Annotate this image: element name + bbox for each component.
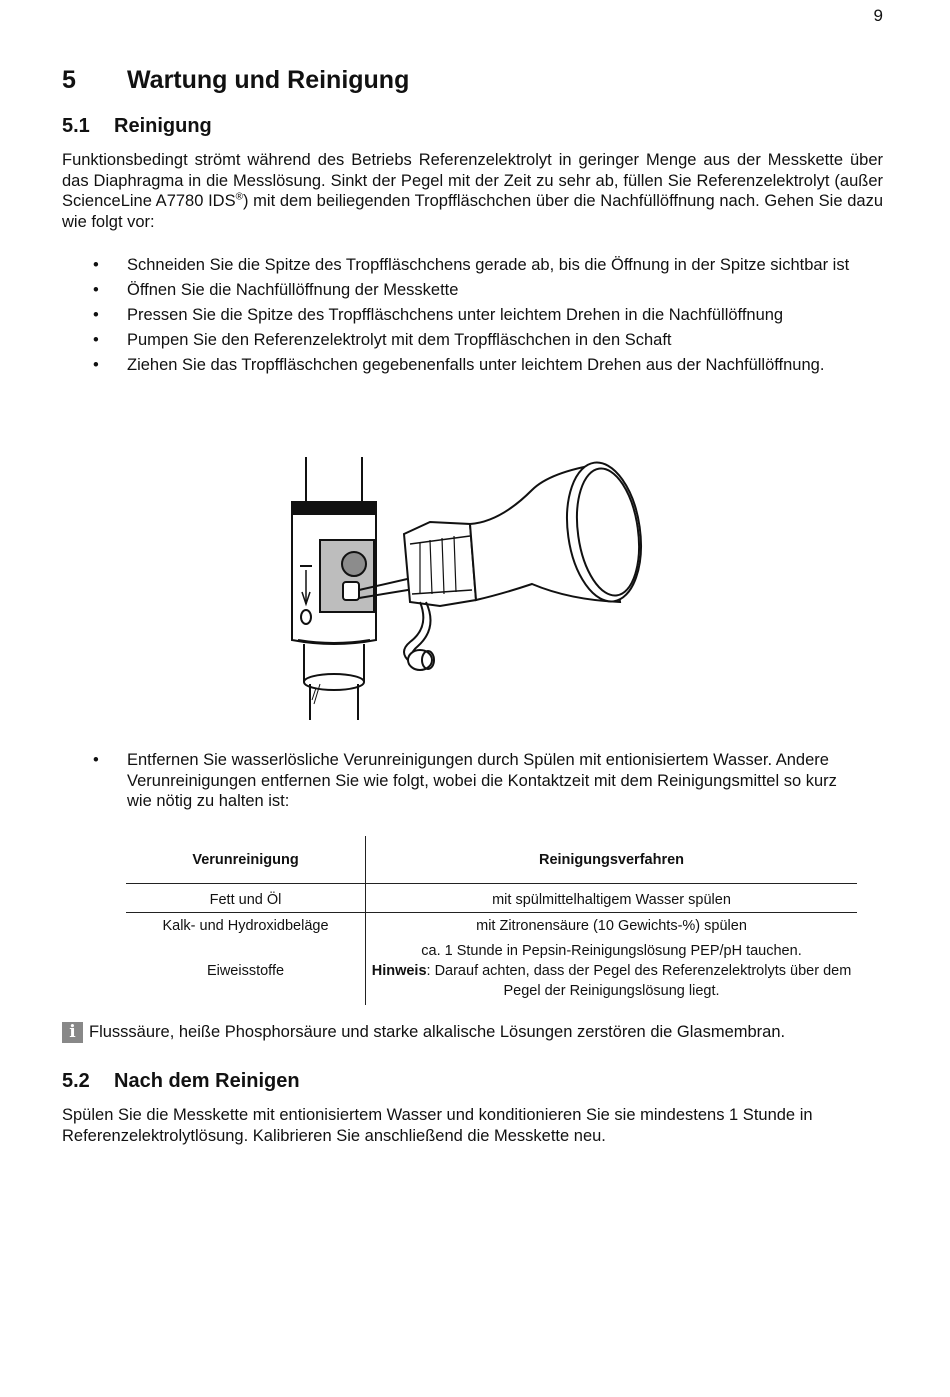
subsection-heading-cleaning (62, 115, 212, 138)
refill-steps-list (62, 253, 862, 378)
list-item: • Öffnen Sie die Nachfüllöffnung der Messkette (62, 278, 862, 302)
intro-text-a: Funktionsbedingt strömt während des Betriebs Referenzelektrolyt in geringer Menge aus der Messkette über das Diaphragma in die Messlösung. Sinkt der Pegel mit der Zeit zu sehr ab, füllen Sie Referenzelektrolyt (außer ScienceLine A7780 IDS (62, 151, 883, 210)
hint-text: : Darauf achten, dass der Pegel des Referenzelektrolyts über dem Pegel der Reinigungslösung liegt. (426, 963, 852, 999)
list-item: • Pressen Sie die Spitze des Tropffläschchens unter leichtem Drehen in die Nachfüllöffnung (62, 303, 862, 327)
page-number: 9 (873, 6, 883, 25)
registered-mark: ® (235, 191, 243, 203)
table-row (126, 938, 857, 1005)
section-heading (62, 66, 409, 95)
section-title: Wartung und Reinigung (127, 66, 410, 94)
section-number: 5 (62, 66, 76, 94)
list-item: • Entfernen Sie wasserlösliche Verunreinigungen durch Spülen mit entionisiertem Wasser. Andere Verunreinigungen entfernen Sie wie folgt, wobei die Kontaktzeit mit dem Reinigungsmittel so kurz wie nötig zu halten ist: (62, 750, 862, 812)
warning-note (62, 1022, 785, 1043)
table-cell-contamination: Fett und Öl (126, 884, 366, 913)
cleaning-intro-list (62, 750, 862, 813)
subsection-title: Nach dem Reinigen (114, 1070, 300, 1092)
subsection-number: 5.2 (62, 1070, 90, 1092)
table-header-contamination: Verunreinigung (126, 836, 366, 884)
after-cleaning-paragraph: Spülen Sie die Messkette mit entionisiertem Wasser und konditionieren Sie sie mindestens 1 Stunde in Referenzelektrolytlösung. Kalibrieren Sie anschließend die Messkette neu. (62, 1106, 813, 1145)
method-text: ca. 1 Stunde in Pepsin-Reinigungslösung PEP/pH tauchen. (421, 943, 802, 959)
table-cell-contamination: Kalk- und Hydroxidbeläge (126, 913, 366, 939)
subsection-title: Reinigung (114, 115, 212, 137)
subsection-heading-after-cleaning (62, 1070, 300, 1093)
intro-text-b: ) mit dem beiliegenden Tropffläschchen über die Nachfüllöffnung nach. Gehen Sie dazu wie folgt vor: (62, 192, 883, 231)
cleaning-table (126, 836, 857, 1005)
info-icon: i (62, 1022, 83, 1043)
list-item: • Schneiden Sie die Spitze des Tropffläschchens gerade ab, bis die Öffnung in der Spitze sichtbar ist (62, 253, 862, 277)
table-header-row (126, 836, 857, 884)
table-cell-method (366, 938, 858, 1005)
intro-paragraph (62, 150, 883, 232)
subsection-number: 5.1 (62, 115, 90, 137)
table-row (126, 913, 857, 939)
list-item: • Pumpen Sie den Referenzelektrolyt mit dem Tropffläschchen in den Schaft (62, 328, 862, 352)
refill-illustration (270, 452, 670, 727)
hint-label: Hinweis (371, 963, 427, 979)
method-hint (370, 961, 853, 1001)
table-header-method: Reinigungsverfahren (366, 836, 858, 884)
table-cell-method: mit Zitronensäure (10 Gewichts-%) spülen (476, 917, 747, 934)
table-row (126, 884, 857, 913)
table-cell-method: mit spülmittelhaltigem Wasser spülen (366, 884, 858, 913)
list-item: • Ziehen Sie das Tropffläschchen gegebenenfalls unter leichtem Drehen aus der Nachfüllöffnung. (62, 353, 862, 377)
table-cell-contamination: Eiweisstoffe (126, 938, 366, 1005)
note-text: Flusssäure, heiße Phosphorsäure und starke alkalische Lösungen zerstören die Glasmembran. (89, 1023, 786, 1041)
